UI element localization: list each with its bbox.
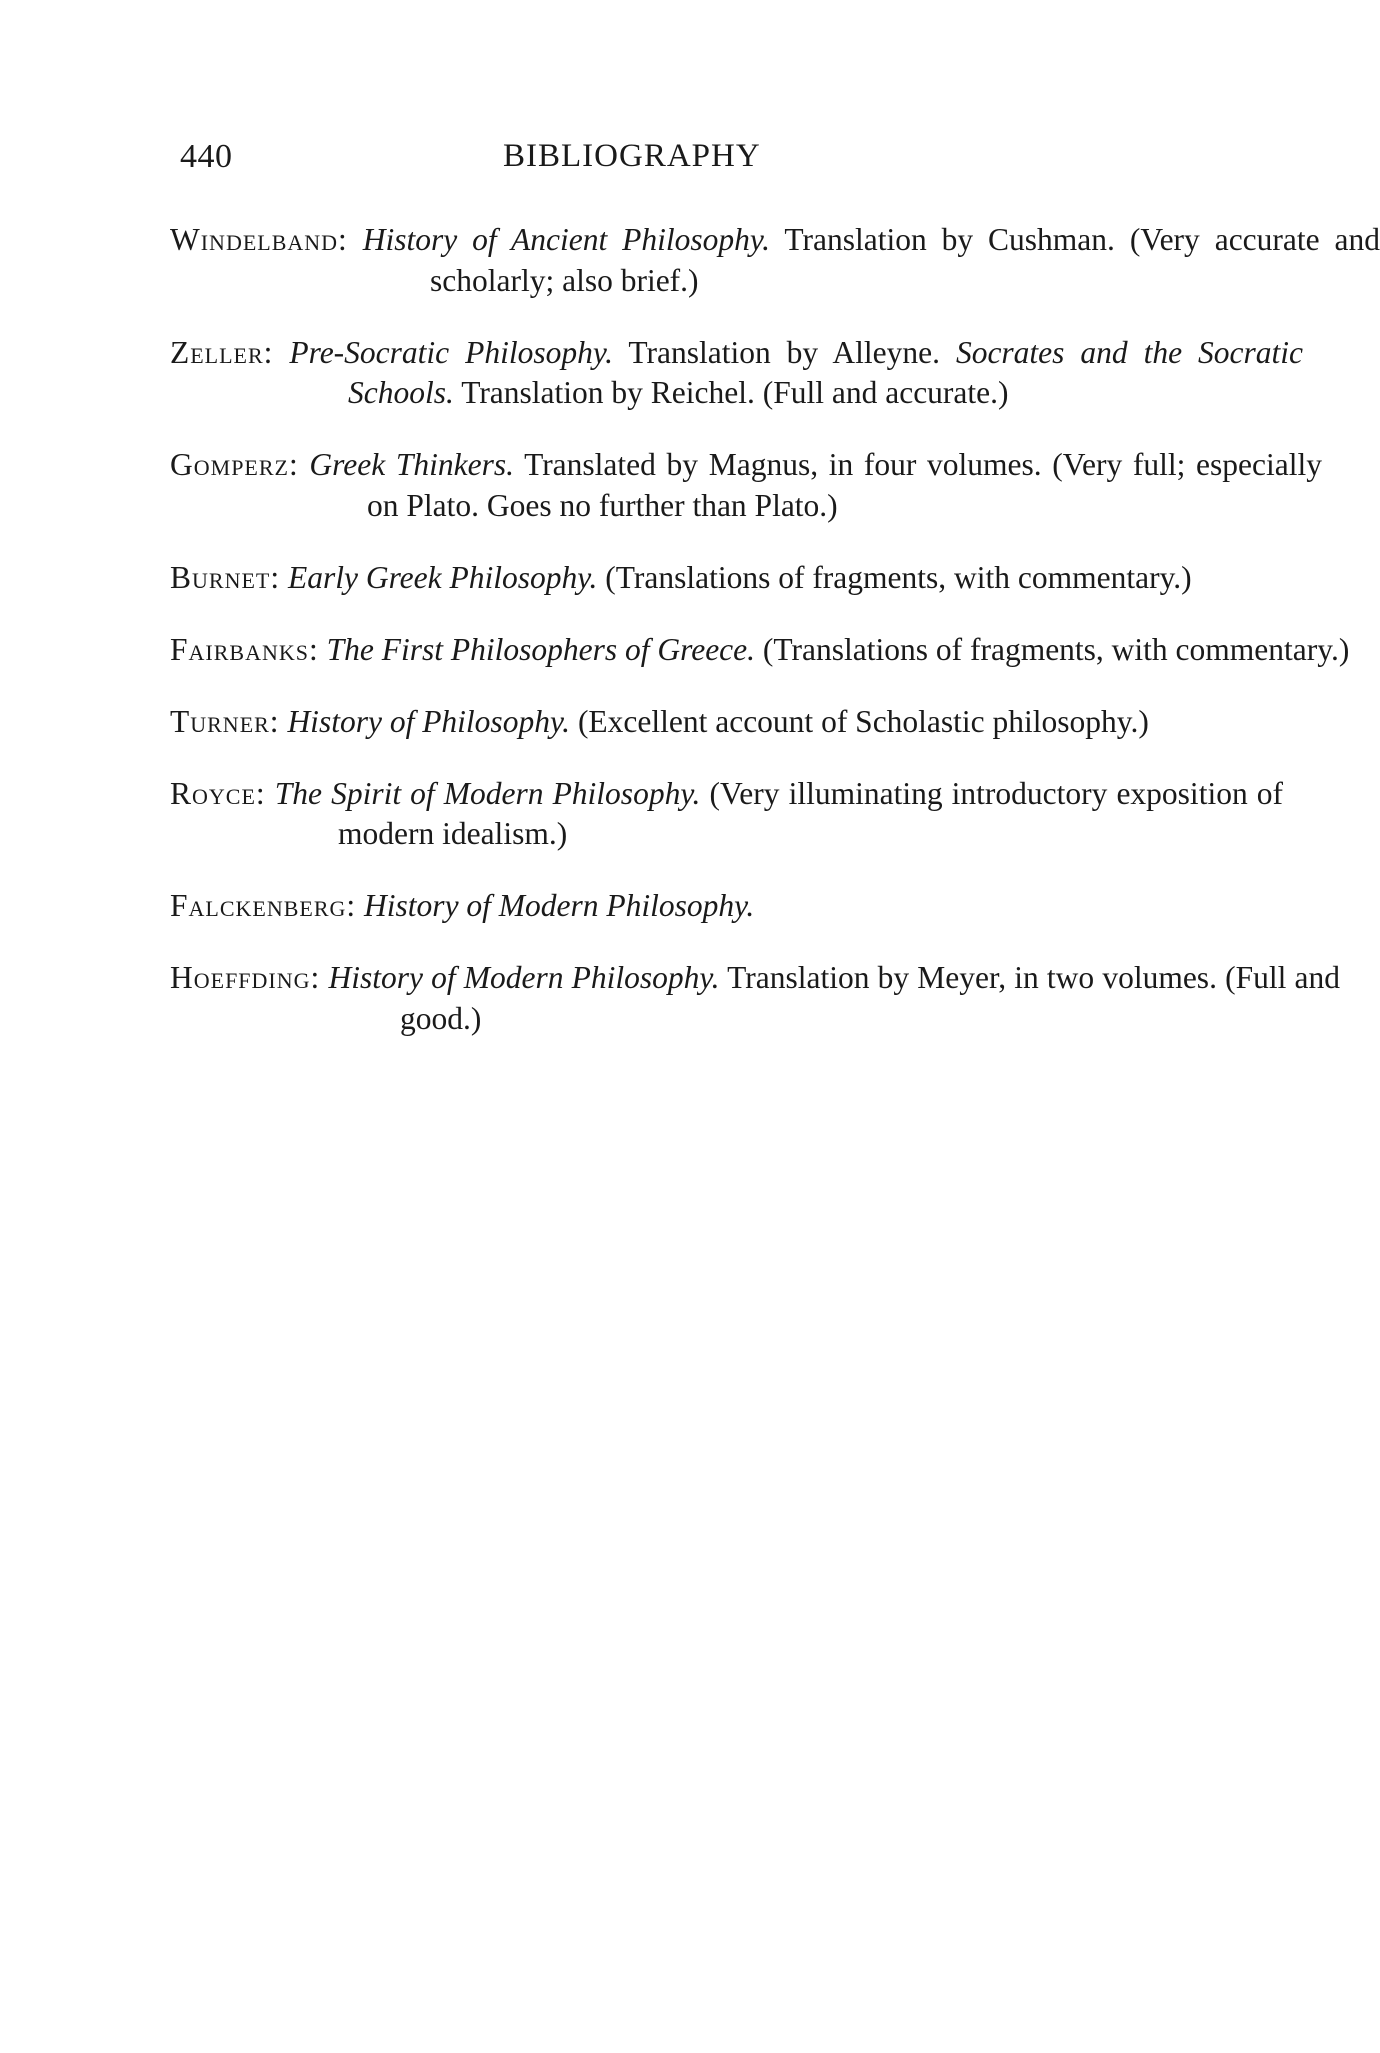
entry-title-secondary: Socrates and the Socratic Schools. xyxy=(348,334,1303,410)
entry-title: History of Ancient Philosophy. xyxy=(362,222,770,257)
entry-author: Burnet: xyxy=(170,559,281,595)
running-head: BIBLIOGRAPHY xyxy=(503,138,761,174)
entry-title: History of Philosophy. xyxy=(287,703,571,739)
bibliography-entry xyxy=(170,774,1283,855)
entry-note: (Translations of fragments, with commentary.) xyxy=(762,631,1350,667)
entry-author: Turner: xyxy=(170,703,280,739)
bibliography-entry xyxy=(170,958,1340,1039)
bibliography-list xyxy=(170,220,1380,1042)
bibliography-entry xyxy=(170,333,1303,414)
entry-title: The First Philosophers of Greece. xyxy=(326,631,756,667)
entry-note: Translation by Meyer, in two volumes. (Full and good.) xyxy=(400,960,1340,1036)
entry-note: Translation by Cushman. (Very accurate and scholarly; also brief.) xyxy=(430,222,1380,298)
entry-title: History of Modern Philosophy. xyxy=(328,960,720,995)
bibliography-entry xyxy=(170,220,1380,301)
entry-author: Hoeffding: xyxy=(170,960,321,995)
entry-author: Windelband: xyxy=(170,222,348,257)
page-header xyxy=(180,138,800,182)
entry-author: Gomperz: xyxy=(170,447,299,482)
entry-author: Falckenberg: xyxy=(170,888,357,923)
page-number: 440 xyxy=(180,138,233,175)
bibliography-entry xyxy=(170,702,1307,743)
entry-title: Early Greek Philosophy. xyxy=(287,559,598,595)
entry-note: (Translations of fragments, with commentary.) xyxy=(605,559,1192,595)
bibliography-entry xyxy=(170,558,1324,599)
entry-author: Royce: xyxy=(170,775,266,811)
entry-author: Fairbanks: xyxy=(170,631,319,667)
entry-title: Greek Thinkers. xyxy=(309,447,514,482)
entry-author: Zeller: xyxy=(170,334,274,370)
entry-title: The Spirit of Modern Philosophy. xyxy=(274,775,701,811)
entry-note: (Excellent account of Scholastic philosophy.) xyxy=(577,703,1149,739)
entry-note-secondary: Translation by Reichel. (Full and accurate.) xyxy=(461,375,1009,410)
entry-title: Pre-Socratic Philosophy. xyxy=(289,334,613,370)
bibliography-entry xyxy=(170,886,1130,927)
bibliography-entry xyxy=(170,630,1352,671)
bibliography-entry xyxy=(170,445,1322,526)
entry-note: Translated by Magnus, in four volumes. (Very full; especially on Plato. Goes no further than Plato.) xyxy=(367,447,1322,523)
entry-note: Translation by Alleyne. xyxy=(628,334,940,370)
entry-title: History of Modern Philosophy. xyxy=(364,888,755,923)
entry-note: (Very illuminating introductory exposition of modern idealism.) xyxy=(338,775,1284,851)
